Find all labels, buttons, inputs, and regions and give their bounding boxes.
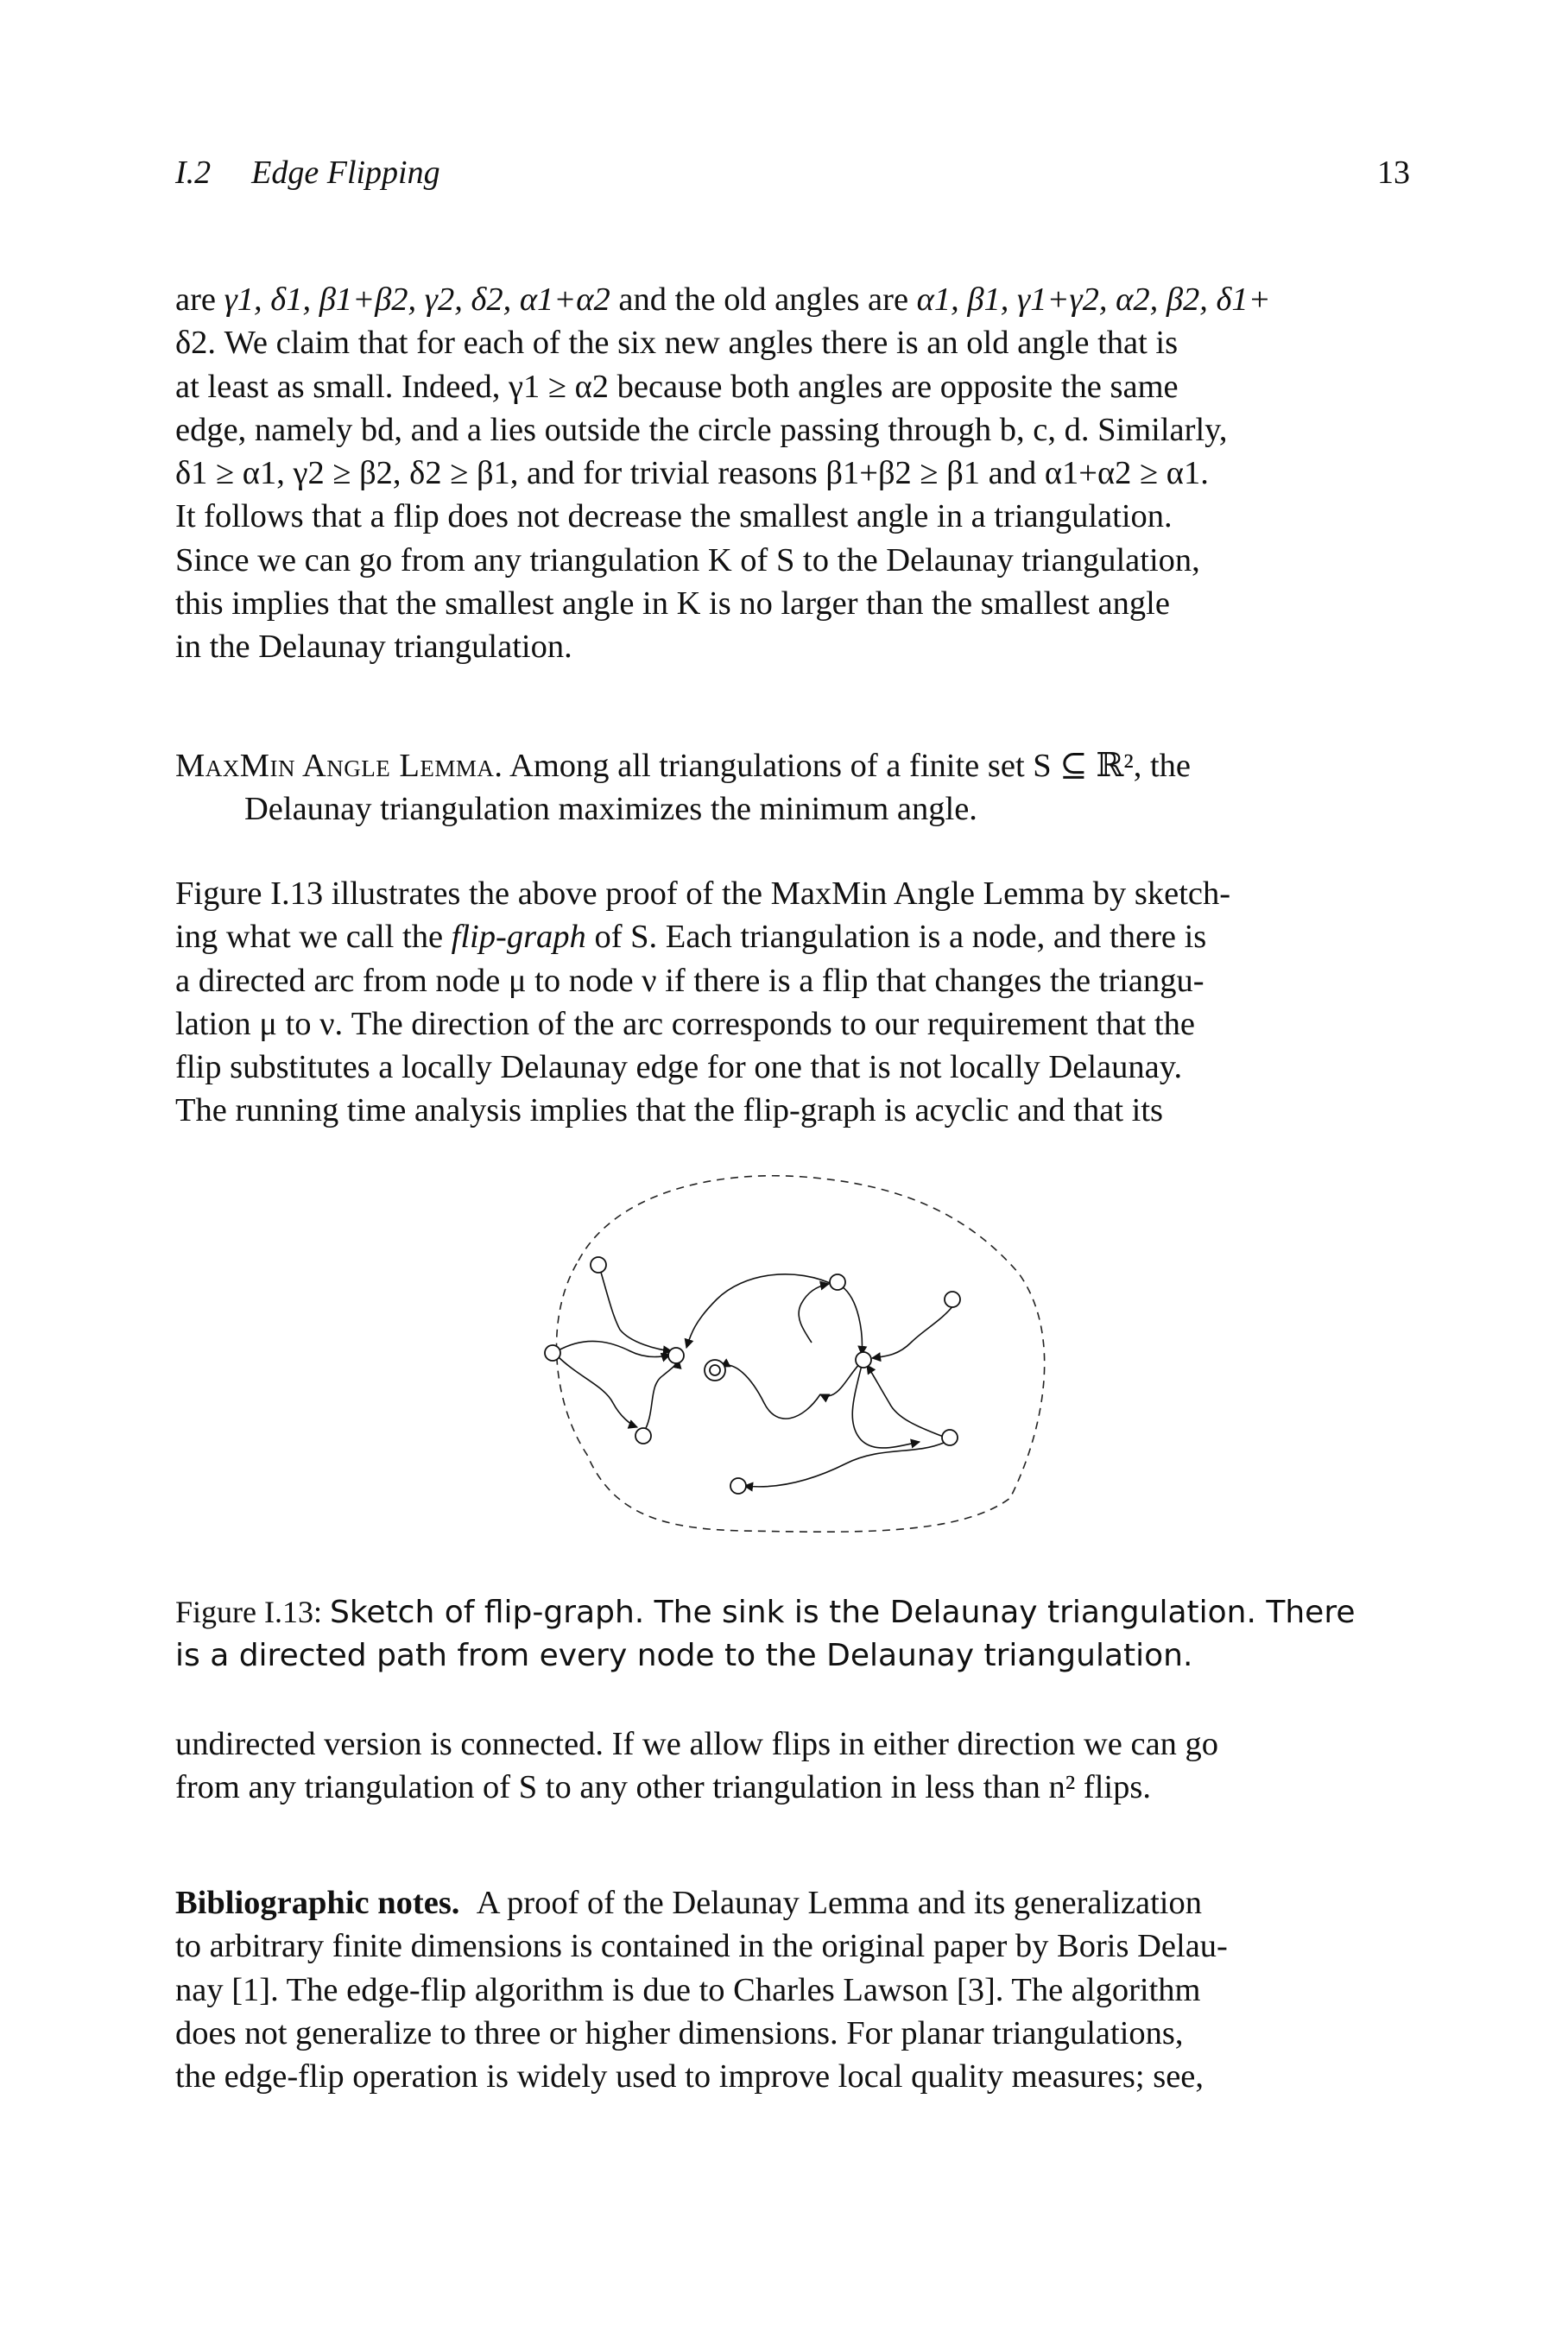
- text-line: It follows that a flip does not decrease the smallest angle in a triangulation.: [175, 498, 1173, 535]
- arc: [643, 1360, 679, 1433]
- text-line: δ2. We claim that for each of the six new angles there is an old angle that is: [175, 325, 1179, 362]
- text-line: from any triangulation of S to any other triangulation in less than n² flips.: [175, 1769, 1151, 1806]
- node: [591, 1257, 606, 1273]
- node: [856, 1352, 871, 1368]
- paragraph-flip-graph: [175, 872, 1410, 1133]
- term-flip-graph: flip-graph: [451, 919, 586, 956]
- lemma-line: [175, 744, 1410, 787]
- text-line: at least as small. Indeed, γ1 ≥ α2 because both angles are opposite the same: [175, 368, 1179, 405]
- text-line: to arbitrary finite dimensions is contained in the original paper by Boris Delau-: [175, 1928, 1228, 1965]
- node: [945, 1292, 960, 1307]
- text-line: are γ1, δ1, β1+β2, γ2, δ2, α1+α2 and the old angles are α1, β1, γ1+γ2, α2, β2, δ1+: [175, 281, 1271, 318]
- bibliographic-notes: [175, 1881, 1410, 2098]
- text-line: Since we can go from any triangulation K of S to the Delaunay triangulation,: [175, 541, 1200, 578]
- page-number: 13: [1377, 155, 1410, 191]
- arc: [686, 1274, 838, 1348]
- figure-label: Figure I.13:: [175, 1595, 322, 1629]
- bib-heading: Bibliographic notes.: [175, 1885, 460, 1921]
- node: [668, 1348, 684, 1363]
- text-line: Bibliographic notes. A proof of the Delaunay Lemma and its generalization: [175, 1885, 1202, 1921]
- flip-graph-figure: [518, 1144, 1053, 1550]
- arc: [852, 1365, 920, 1448]
- text-line: Figure I.13 illustrates the above proof of the MaxMin Angle Lemma by sketch-: [175, 875, 1231, 912]
- text-line: edge, namely bd, and a lies outside the circle passing through b, c, d. Similarly,: [175, 411, 1228, 448]
- arc: [557, 1341, 670, 1356]
- arc: [744, 1443, 944, 1487]
- text-line: a directed arc from node μ to node ν if there is a flip that changes the triangu-: [175, 962, 1204, 999]
- lemma-line: Delaunay triangulation maximizes the minimum angle.: [244, 791, 977, 828]
- lemma-statement: Among all triangulations of a finite set S ⊆ ℝ², the: [509, 748, 1192, 784]
- node: [942, 1430, 958, 1445]
- paragraph-connected: [175, 1722, 1410, 1810]
- arc: [721, 1365, 820, 1419]
- node: [830, 1274, 845, 1290]
- arc: [872, 1305, 954, 1358]
- node: [545, 1345, 560, 1361]
- text-line: The running time analysis implies that the flip-graph is acyclic and that its: [175, 1092, 1164, 1129]
- text-line: in the Delaunay triangulation.: [175, 629, 572, 666]
- node: [730, 1478, 746, 1494]
- arc: [842, 1286, 862, 1355]
- text-line: undirected version is connected. If we allow flips in either direction we can go: [175, 1726, 1219, 1762]
- node: [635, 1428, 651, 1444]
- caption-line: is a directed path from every node to the Delaunay triangulation.: [175, 1638, 1193, 1673]
- running-header: [175, 154, 1410, 205]
- lemma-maxmin-angle: [175, 744, 1410, 831]
- text-line: ing what we call the flip-graph of S. Each triangulation is a node, and there is: [175, 919, 1207, 956]
- sink-node-inner: [710, 1365, 720, 1375]
- text-line: lation μ to ν. The direction of the arc corresponds to our requirement that the: [175, 1005, 1195, 1042]
- lemma-name: MaxMin Angle Lemma.: [175, 748, 503, 784]
- text-line: δ1 ≥ α1, γ2 ≥ β2, δ2 ≥ β1, and for trivial reasons β1+β2 ≥ β1 and α1+α2 ≥ α1.: [175, 455, 1209, 492]
- caption-line: [175, 1590, 1410, 1634]
- dashed-boundary: [557, 1176, 1045, 1532]
- arc: [799, 1284, 829, 1343]
- paragraph-proof: [175, 278, 1410, 669]
- section-title: Edge Flipping: [251, 155, 440, 191]
- section-heading: [175, 154, 440, 192]
- text-line: this implies that the smallest angle in K is no larger than the smallest angle: [175, 585, 1170, 623]
- figure-caption: [175, 1590, 1410, 1678]
- text-line: does not generalize to three or higher dimensions. For planar triangulations,: [175, 2014, 1184, 2051]
- text-line: the edge-flip operation is widely used to improve local quality measures; see,: [175, 2058, 1204, 2095]
- arc: [867, 1365, 945, 1438]
- text-line: flip substitutes a locally Delaunay edge for one that is not locally Delaunay.: [175, 1049, 1183, 1086]
- caption-text: Sketch of flip-graph. The sink is the Delaunay triangulation. There: [329, 1595, 1356, 1630]
- arc: [600, 1269, 672, 1351]
- text-line: nay [1]. The edge-flip algorithm is due to Charles Lawson [3]. The algorithm: [175, 1971, 1201, 2008]
- section-number: I.2: [175, 155, 212, 191]
